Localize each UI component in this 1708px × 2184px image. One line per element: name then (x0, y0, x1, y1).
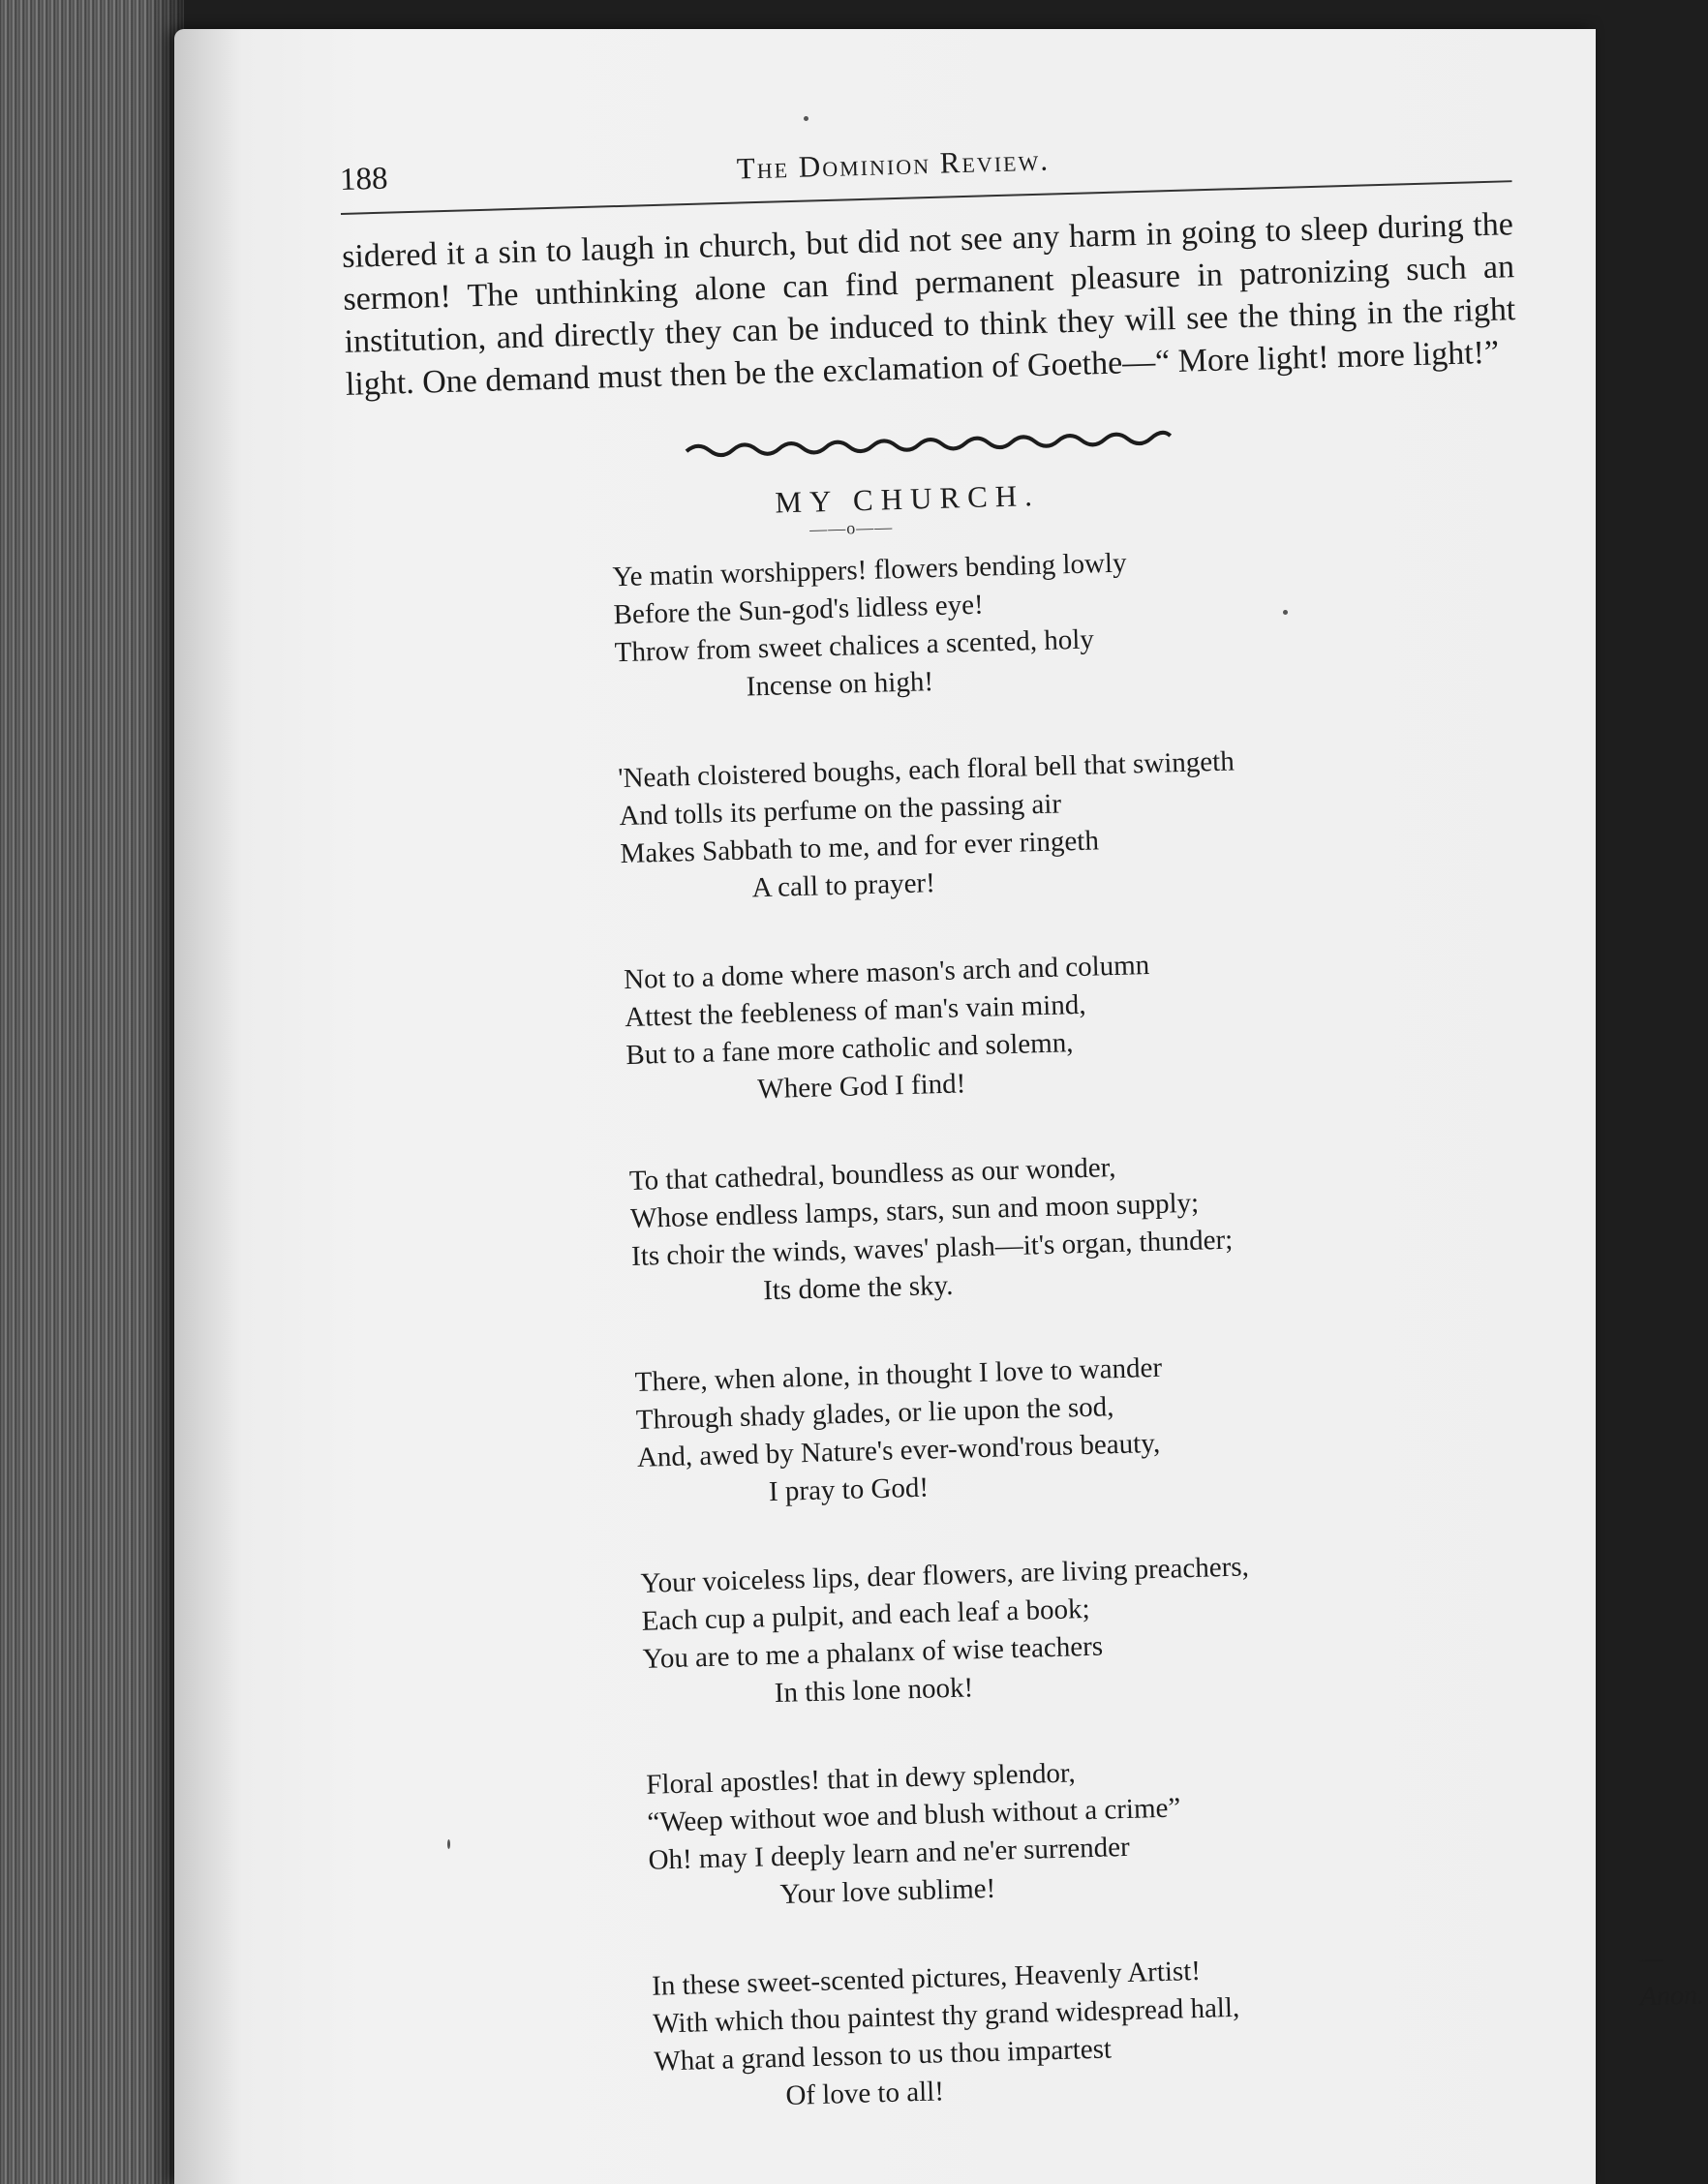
poem-body (612, 533, 1705, 2119)
poem-title: MY CHURCH. (774, 477, 1041, 520)
prose-paragraph: sidered it a sin to laugh in church, but did not see any harm in going to sleep during the sermon! The unthinking alone can find permanent pleasure in patronizing such an institution, and directly they can be induced to think they will see the thing in the right light. One demand must then be the exclamation of Goethe—“ More light! more light!” (341, 206, 1516, 403)
poem-line: Of love to all! (784, 2076, 945, 2111)
poem-line: “Weep without woe and blush without a crime” (647, 1792, 1181, 1838)
poem-line: In these sweet-scented pictures, Heavenly Artist! (651, 1955, 1202, 2002)
poem-line: To that cathedral, boundless as our wonder, (628, 1152, 1116, 1198)
poem-line: Your voiceless lips, dear flowers, are living preachers, (640, 1551, 1250, 1599)
poem-line: Through shady glades, or lie upon the sod, (635, 1391, 1114, 1436)
poem-line: Attest the feebleness of man's vain mind, (624, 988, 1086, 1034)
poem-line: There, when alone, in thought I love to wander (634, 1351, 1163, 1398)
poem-line: Before the Sun-god's lidless eye! (613, 589, 985, 631)
poem-line: Its choir the winds, waves' plash—it's organ, thunder; (630, 1224, 1234, 1273)
poem-line: What a grand lesson to us thou impartest (653, 2033, 1113, 2078)
stanza-8 (651, 1942, 1705, 2118)
poem-line: And, awed by Nature's ever-wond'rous beauty, (636, 1427, 1161, 1473)
stanza-2 (618, 735, 1532, 911)
stanza-5 (634, 1339, 1548, 1515)
poem-line: Its dome the sky. (762, 1269, 954, 1307)
poem-line: Incense on high! (746, 666, 934, 703)
running-header (339, 112, 1512, 215)
poem-line: Ye matin worshippers! flowers bending lowly (612, 547, 1127, 593)
poem-line: Makes Sabbath to me, and for ever ringeth (620, 825, 1100, 870)
poem-line: And tolls its perfume on the passing air (619, 788, 1062, 833)
poem-line: Your love sublime! (779, 1872, 996, 1910)
poem-line: But to a fane more catholic and solemn, (625, 1027, 1074, 1072)
poem-attribution: —Anon. (1638, 1943, 1705, 2013)
poem-line: Oh! may I deeply learn and ne'er surrender (648, 1831, 1131, 1876)
poem-line: With which thou paintest thy grand widespread hall, (652, 1991, 1240, 2040)
page-content (339, 112, 1705, 2176)
poem-line: You are to me a phalanx of wise teachers (642, 1630, 1104, 1675)
stanza-7 (646, 1742, 1560, 1918)
poem-line: A call to prayer! (751, 867, 936, 904)
wavy-divider-ornament (686, 424, 1171, 461)
stanza-1 (612, 533, 1526, 710)
book-page-edges (0, 0, 184, 2184)
title-rule-ornament: ——o—— (808, 517, 894, 539)
poem-line: I pray to God! (768, 1471, 930, 1508)
poem-line: Where God I find! (756, 1068, 966, 1106)
stanza-4 (628, 1138, 1542, 1314)
poem-line: Whose endless lamps, stars, sun and moon supply; (629, 1187, 1200, 1235)
poem-line: 'Neath cloistered boughs, each floral bell that swingeth (617, 745, 1235, 795)
poem-line: Each cup a pulpit, and each leaf a book; (641, 1592, 1090, 1637)
stanza-3 (624, 936, 1538, 1112)
poem-line: Not to a dome where mason's arch and column (623, 949, 1150, 996)
ink-speck (804, 116, 808, 121)
stanza-6 (640, 1540, 1554, 1716)
book-page (174, 29, 1705, 2184)
running-title: The Dominion Review. (736, 142, 1051, 186)
poem-line: Throw from sweet chalices a scented, holy (614, 623, 1095, 669)
poem-line: In this lone nook! (774, 1672, 974, 1710)
page-number: 188 (339, 161, 388, 197)
poem-line: Floral apostles! that in dewy splendor, (645, 1757, 1077, 1801)
